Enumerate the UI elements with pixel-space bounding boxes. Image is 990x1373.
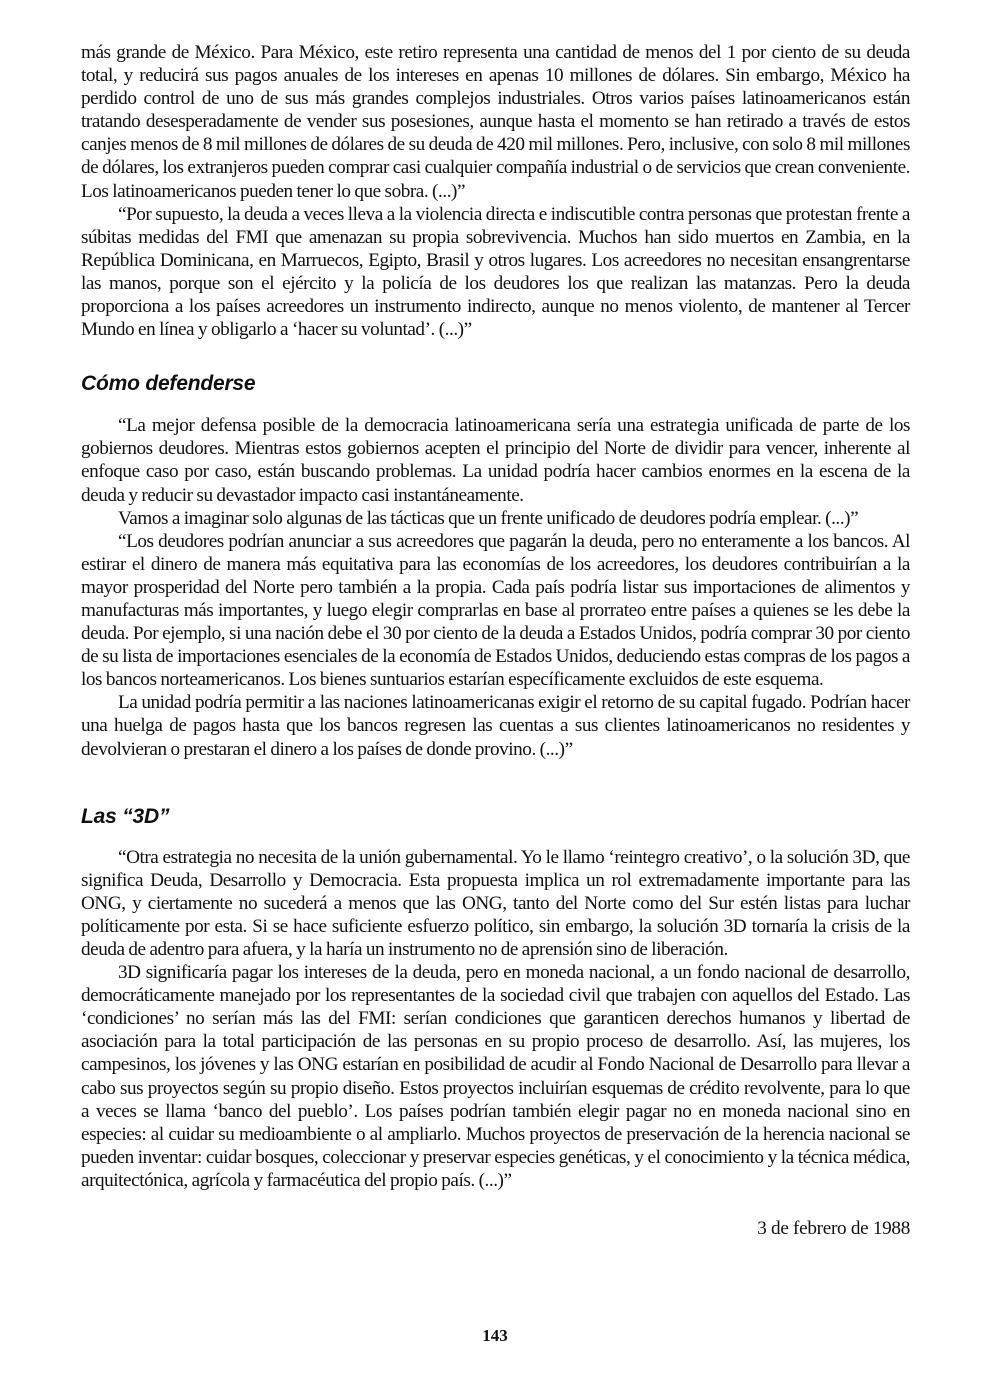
section1-paragraph-2: Vamos a imaginar solo algunas de las tácticas que un frente unificado de deudores podría emplear. (...)” [118,507,859,529]
page-number: 143 [482,1326,508,1345]
document-page [81,41,910,1240]
section2-paragraph-2: 3D significaría pagar los intereses de la deuda, pero en moneda nacional, a un fondo nacional de desarrollo, democráticamente manejado por los representantes de la sociedad civil que trabajen con aquellos del Estado. Las ‘condiciones’ no serían más las del FMI: serían condiciones que garanticen derechos humanos y libertad de asociación para la total participación de las personas en su propio proceso de desarrollo. Así, las mujeres, los campesinos, los jóvenes y las ONG estarían en posibilidad de acudir al Fondo Nacional de Desarrollo para llevar a cabo sus proyectos según su propio diseño. Estos proyectos incluirían esquemas de crédito revolvente, para lo que a veces se llama ‘banco del pueblo’. Los países podrían también elegir pagar no en moneda nacional sino en especies: al cuidar su medioambiente o al ampliarlo. Muchos proyectos de preservación de la herencia nacional se pueden inventar: cuidar bosques, coleccionar y preservar especies genéticas, y el conocimiento y la técnica médica, arquitectónica, agrícola y farmacéutica del propio país. (...)” [81,962,910,1191]
document-date: 3 de febrero de 1988 [757,1218,910,1240]
section2-paragraph-1: “Otra estrategia no necesita de la unión gubernamental. Yo le llamo ‘reintegro creativo’, o la solución 3D, que significa Deuda, Desarrollo y Democracia. Esta propuesta implica un rol extremadamente importante para las ONG, y ciertamente no sucederá a menos que las ONG, tanto del Norte como del Sur estén listas para luchar políticamente por esta. Si se hace suficiente esfuerzo político, sin embargo, la solución 3D tornaría la crisis de la deuda de adentro para afuera, y la haría un instrumento no de aprensión sino de liberación. [81,846,910,960]
section-heading-las-3d: Las “3D” [81,804,170,828]
intro-paragraph-2: “Por supuesto, la deuda a veces lleva a la violencia directa e indiscutible contra personas que protestan frente a súbitas medidas del FMI que amenazan su propia sobrevivencia. Muchos han sido muertos en Zambia, en la República Dominicana, en Marruecos, Egipto, Brasil y otros lugares. Los acreedores no necesitan ensangrentarse las manos, porque son el ejército y la policía de los deudores los que realizan las matanzas. Pero la deuda proporciona a los países acreedores un instrumento indirecto, aunque no menos violento, de mantener al Tercer Mundo en línea y obligarlo a ‘hacer su voluntad’. (...)” [81,203,910,341]
section1-paragraph-3: “Los deudores podrían anunciar a sus acreedores que pagarán la deuda, pero no enteramente a los bancos. Al estirar el dinero de manera más equitativa para las economías de los acreedores, los deudores contribuirían a la mayor prosperidad del Norte pero también a la propia. Cada país podría listar sus importaciones de alimentos y manufacturas más importantes, y luego elegir comprarlas en base al prorrateo entre países a quienes se les debe la deuda. Por ejemplo, si una nación debe el 30 por ciento de la deuda a Estados Unidos, podría comprar 30 por ciento de su lista de importaciones esenciales de la economía de Estados Unidos, deduciendo estas compras de los pagos a los bancos norteamericanos. Los bienes suntuarios estarían específicamente excluidos de este esquema. [81,530,910,691]
section1-paragraph-4: La unidad podría permitir a las naciones latinoamericanas exigir el retorno de su capital fugado. Podrían hacer una huelga de pagos hasta que los bancos regresen las cuentas a sus clientes latinoamericanos no residentes y devolvieran o prestaran el dinero a los países de donde provino. (...)” [81,692,910,760]
section1-paragraph-1: “La mejor defensa posible de la democracia latinoamericana sería una estrategia unificada de parte de los gobiernos deudores. Mientras estos gobiernos acepten el principio del Norte de dividir para vencer, inherente al enfoque caso por caso, están buscando problemas. La unidad podría hacer cambios enormes en la escena de la deuda y reducir su devastador impacto casi instantáneamente. [81,415,910,506]
intro-paragraph-1: más grande de México. Para México, este retiro representa una cantidad de menos del 1 por ciento de su deuda total, y reducirá sus pagos anuales de los intereses en apenas 10 millones de dólares. Sin embargo, México ha perdido control de uno de sus más grandes complejos industriales. Otros varios países latinoamericanos están tratando desesperadamente de vender sus posesiones, aunque hasta el momento se han retirado a través de estos canjes menos de 8 mil millones de dólares de su deuda de 420 mil millones. Pero, inclusive, con solo 8 mil millones de dólares, los extranjeros pueden comprar casi cualquier compañía industrial o de servicios que crean conveniente. Los latinoamericanos pueden tener lo que sobra. (...)” [81,42,910,202]
section-heading-como-defenderse: Cómo defenderse [81,372,256,396]
